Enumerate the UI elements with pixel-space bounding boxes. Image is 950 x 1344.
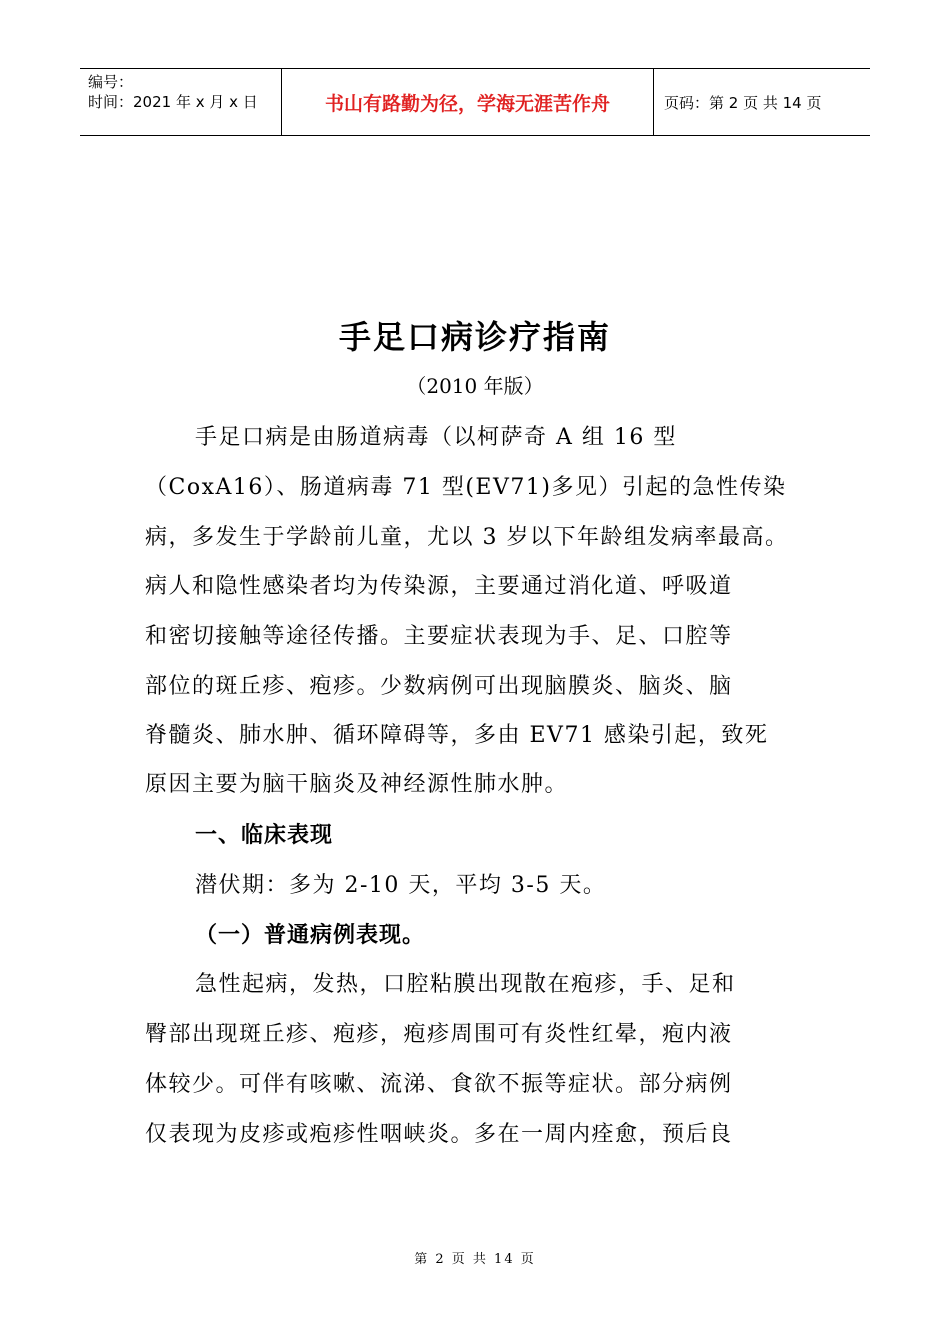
intro-line: 病，多发生于学龄前儿童，尤以 3 岁以下年龄组发病率最高。 (145, 525, 789, 550)
intro-line: 部位的斑丘疹、疱疹。少数病例可出现脑膜炎、脑炎、脑 (145, 674, 733, 699)
incubation-text: 潜伏期：多为 2-10 天，平均 3-5 天。 (195, 873, 607, 898)
time-label: 时间：2021 年 x 月 x 日 (88, 93, 258, 111)
intro-line: （CoxA16）、肠道病毒 71 型(EV71)多见）引起的急性传染 (145, 475, 787, 500)
intro-line: 手足口病是由肠道病毒（以柯萨奇 A 组 16 型 (195, 425, 677, 450)
body-line: 体较少。可伴有咳嗽、流涕、食欲不振等症状。部分病例 (145, 1072, 733, 1097)
document-subtitle: （2010 年版） (406, 374, 544, 398)
body-line: 臀部出现斑丘疹、疱疹，疱疹周围可有炎性红晕，疱内液 (145, 1022, 733, 1047)
subsection-heading: （一）普通病例表现。 (195, 923, 426, 948)
page-header (80, 68, 870, 136)
header-page-info: 页码：第 2 页 共 14 页 (664, 93, 822, 112)
intro-line: 病人和隐性感染者均为传染源，主要通过消化道、呼吸道 (145, 574, 733, 599)
header-meta (80, 69, 282, 135)
document-title: 手足口病诊疗指南 (338, 318, 611, 356)
section-heading: 一、临床表现 (195, 823, 334, 848)
intro-line: 和密切接触等途径传播。主要症状表现为手、足、口腔等 (145, 624, 733, 649)
page-footer: 第 2 页 共 14 页 (414, 1252, 536, 1267)
header-motto: 书山有路勤为径，学海无涯苦作舟 (282, 69, 654, 135)
body-line: 急性起病，发热，口腔粘膜出现散在疱疹，手、足和 (195, 972, 736, 997)
body-line: 仅表现为皮疹或疱疹性咽峡炎。多在一周内痊愈，预后良 (145, 1122, 733, 1147)
intro-line: 原因主要为脑干脑炎及神经源性肺水肿。 (145, 772, 569, 797)
intro-line: 脊髓炎、肺水肿、循环障碍等，多由 EV71 感染引起，致死 (145, 723, 769, 748)
number-label: 编号： (88, 73, 134, 91)
